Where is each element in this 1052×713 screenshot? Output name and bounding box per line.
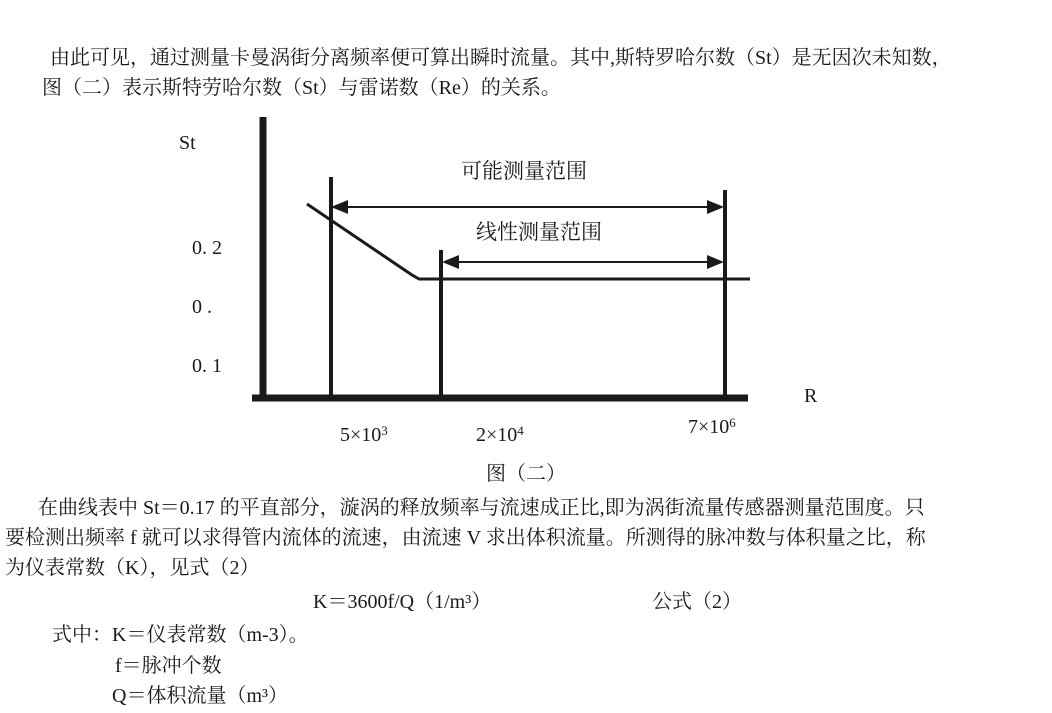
x-tick-7e6 — [688, 415, 736, 439]
body-line-1: 在曲线表中 St＝0.17 的平直部分，漩涡的释放频率与流速成正比,即为涡街流量传感器测量范围度。只 — [38, 497, 925, 519]
y-axis-title: St — [179, 132, 196, 154]
possible-range-label: 可能测量范围 — [461, 159, 587, 183]
definition-line-f: f＝脉冲个数 — [115, 655, 222, 677]
y-tick-0-15: 0 . — [192, 296, 212, 318]
x-tick-7e6-base: 7×10 — [688, 416, 730, 438]
body-line-2: 要检测出频率 f 就可以求得管内流体的流速，由流速 V 求出体积流量。所测得的脉冲数与体积量之比，称 — [5, 527, 926, 549]
x-tick-2e4-base: 2×10 — [476, 424, 518, 446]
y-tick-0-1: 0. 1 — [192, 355, 222, 377]
formula-tag: 公式（2） — [652, 591, 742, 613]
intro-line-2: 图（二）表示斯特劳哈尔数（St）与雷诺数（Re）的关系。 — [42, 77, 561, 99]
x-tick-5e3-exponent: 3 — [381, 423, 388, 438]
definition-line-q: Q＝体积流量（m³） — [112, 685, 288, 707]
possible-range-arrowhead-left — [331, 200, 348, 214]
intro-line-1: 由此可见，通过测量卡曼涡街分离频率便可算出瞬时流量。其中,斯特罗哈尔数（St）是无因次未知数， — [50, 47, 952, 69]
formula-expression: K＝3600f/Q（1/m³） — [313, 591, 492, 613]
definition-line-k: 式中：K＝仪表常数（m-3）。 — [52, 624, 309, 646]
figure-caption: 图（二） — [486, 463, 566, 485]
x-tick-7e6-exponent: 6 — [729, 415, 736, 430]
linear-range-arrowhead-right — [707, 255, 724, 269]
body-line-3: 为仪表常数（K），见式（2） — [5, 557, 260, 579]
x-tick-2e4 — [476, 423, 524, 447]
linear-range-label: 线性测量范围 — [476, 220, 602, 244]
linear-range-arrowhead-left — [442, 255, 459, 269]
x-tick-5e3-base: 5×10 — [340, 424, 382, 446]
x-tick-5e3 — [340, 423, 388, 447]
y-tick-0-2: 0. 2 — [192, 237, 222, 259]
x-axis-title: R — [804, 385, 818, 407]
x-tick-2e4-exponent: 4 — [517, 423, 524, 438]
possible-range-arrowhead-right — [707, 200, 724, 214]
